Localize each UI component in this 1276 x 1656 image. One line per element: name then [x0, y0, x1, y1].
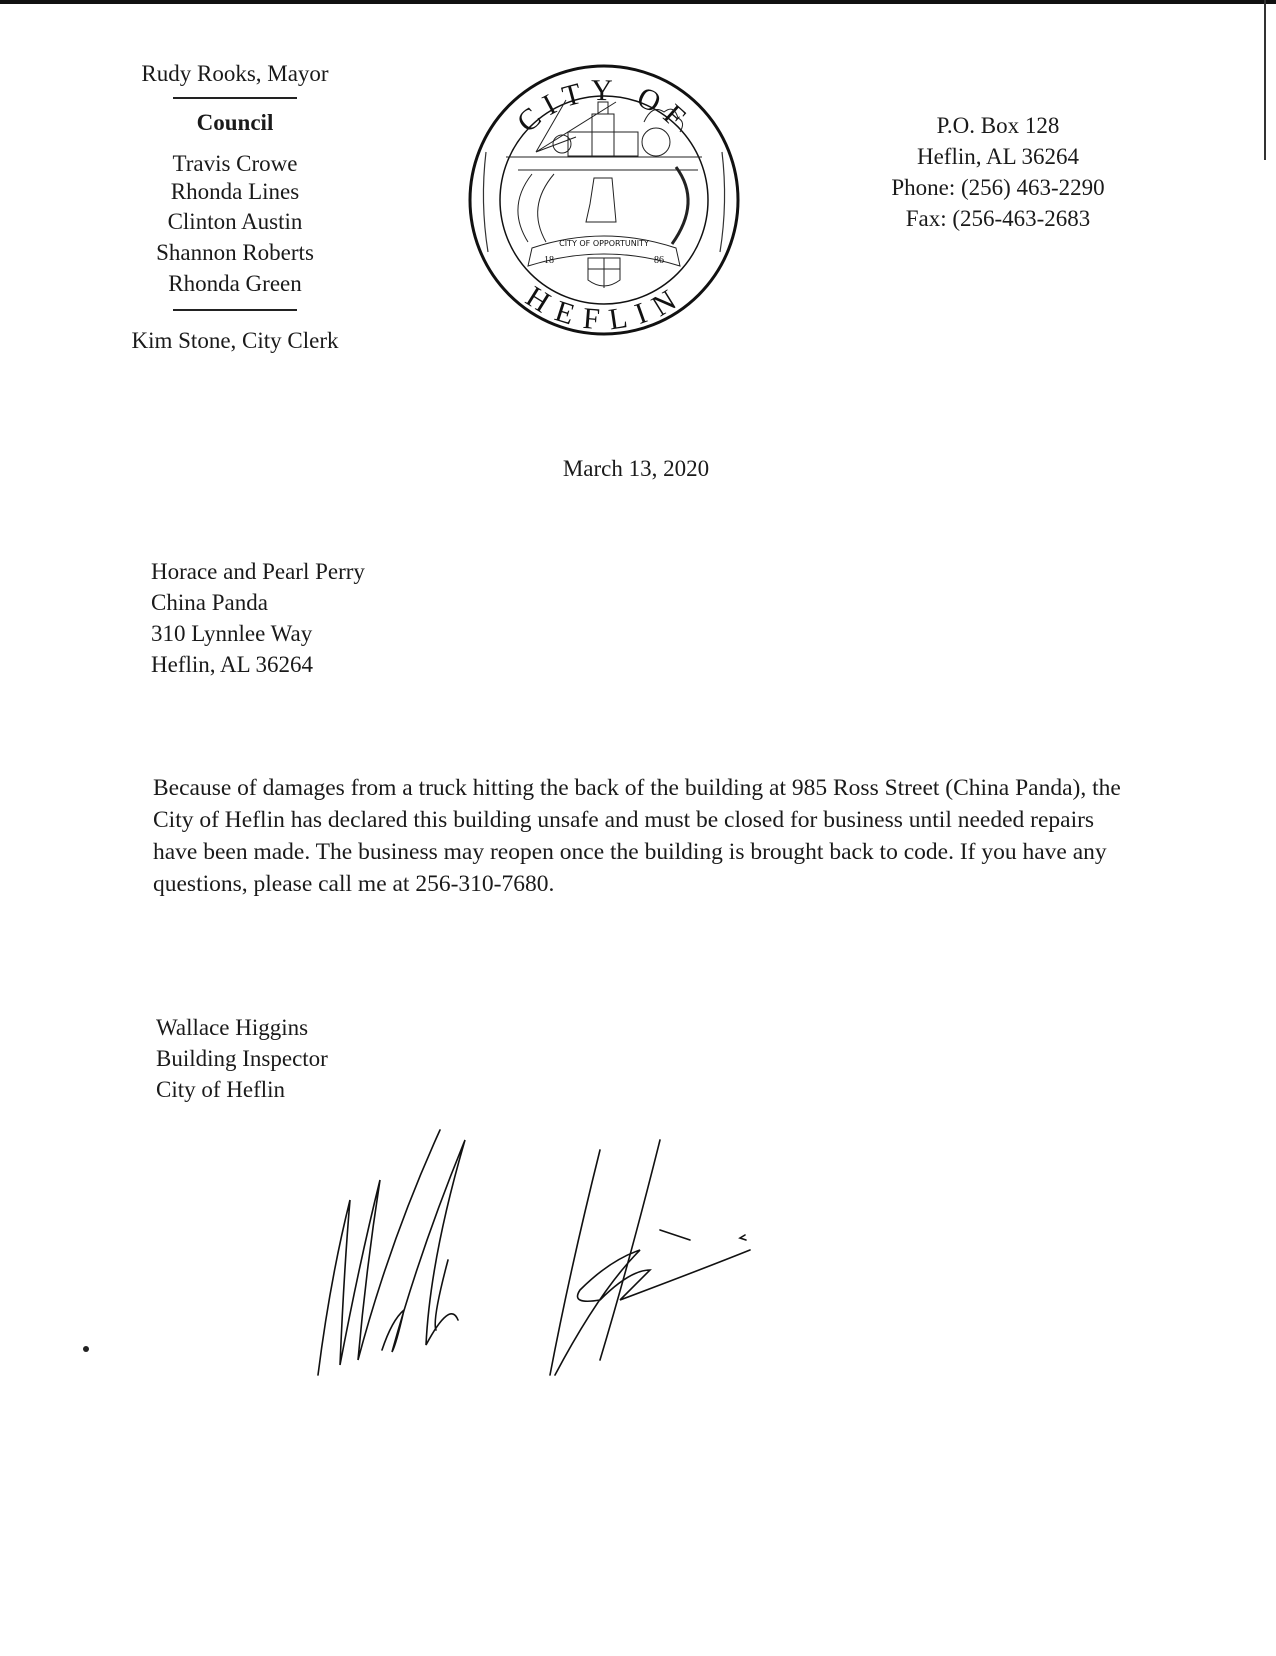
city-clerk: Kim Stone, City Clerk — [131, 328, 339, 353]
council-member: Clinton Austin — [167, 209, 303, 234]
scan-edge-top — [0, 0, 1276, 4]
handwritten-signature — [300, 1120, 840, 1390]
council-member: Travis Crowe — [172, 151, 298, 176]
recipient-address — [151, 556, 365, 680]
signer-organization: City of Heflin — [156, 1077, 286, 1102]
letter-body: Because of damages from a truck hitting the back of the building at 985 Ross Street (China Panda), the City of Heflin has declared this building unsafe and must be closed for business until needed repairs have been made. The business may reopen once the building is brought back to code. If you have any questions, please call me at 256-310-7680. — [153, 775, 1121, 897]
letter-date: March 13, 2020 — [562, 456, 710, 481]
alabama-map-icon — [586, 178, 616, 222]
signer-name: Wallace Higgins — [156, 1015, 309, 1040]
seal-year-right: 86 — [654, 255, 664, 266]
city-state-zip: Heflin, AL 36264 — [916, 144, 1080, 169]
fax: Fax: (256-463-2683 — [905, 206, 1091, 231]
seal-motto: CITY OF OPPORTUNITY — [559, 239, 649, 248]
divider — [173, 97, 297, 99]
recipient-line: China Panda — [151, 590, 268, 615]
seal-year-left: 18 — [544, 255, 554, 266]
contact-info — [868, 110, 1128, 234]
recipient-line: Heflin, AL 36264 — [151, 652, 314, 677]
scan-speck — [83, 1346, 89, 1352]
mayor: Rudy Rooks, Mayor — [141, 61, 329, 86]
seal-bottom-text: HEFLIN — [520, 279, 688, 337]
council-member: Shannon Roberts — [156, 240, 314, 265]
po-box: P.O. Box 128 — [936, 113, 1060, 138]
officials-list — [110, 58, 360, 356]
railroad-track-icon — [672, 167, 688, 244]
council-heading: Council — [196, 110, 274, 135]
courthouse-icon — [568, 132, 638, 156]
recipient-line: 310 Lynnlee Way — [151, 621, 313, 646]
signer-title: Building Inspector — [156, 1046, 328, 1071]
council-member: Rhonda Green — [168, 271, 302, 296]
scan-edge-right — [1264, 0, 1266, 160]
tree-icon — [642, 128, 670, 156]
recipient-line: Horace and Pearl Perry — [151, 559, 365, 584]
divider — [173, 309, 297, 311]
phone: Phone: (256) 463-2290 — [891, 175, 1105, 200]
signature-block — [156, 1012, 328, 1105]
council-member: Rhonda Lines — [170, 179, 300, 204]
city-seal — [466, 62, 742, 338]
seal-top-text: CITY OF — [510, 73, 698, 140]
